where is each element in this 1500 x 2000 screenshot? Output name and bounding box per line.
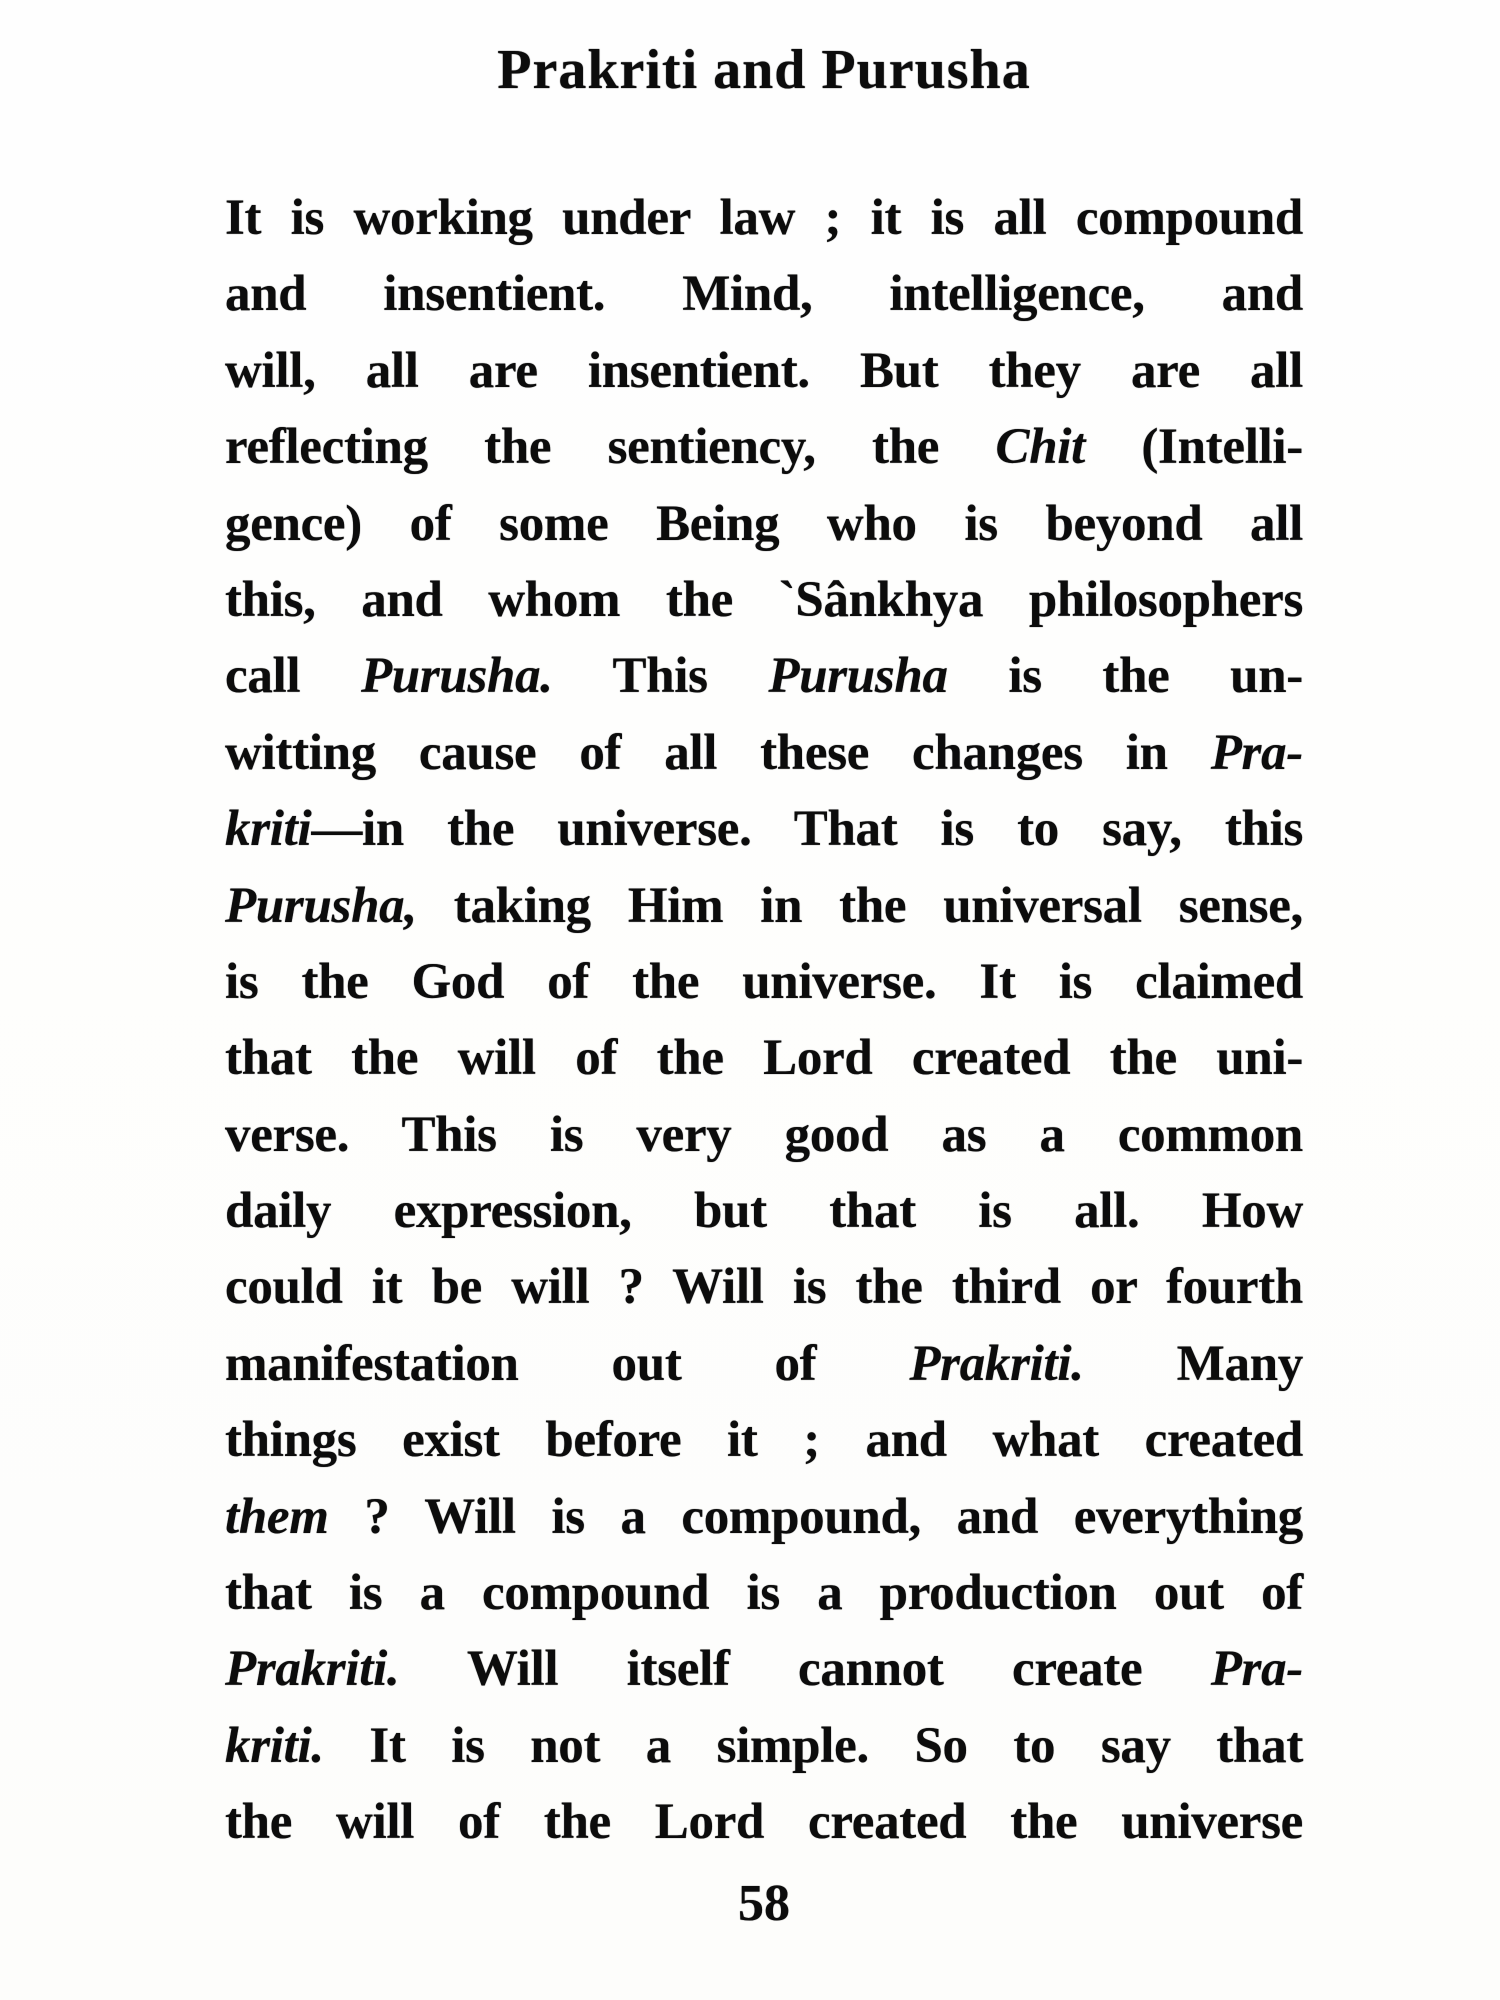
text-line bbox=[225, 486, 1303, 562]
text-segment: this, and whom the `Sânkhya philosophers bbox=[225, 571, 1303, 628]
text-segment: verse. This is very good as a common bbox=[225, 1106, 1303, 1163]
text-line bbox=[225, 1784, 1303, 1860]
italic-term: Prakriti. bbox=[909, 1335, 1084, 1392]
text-line bbox=[225, 791, 1303, 867]
text-segment: It is not a simple. So to say that bbox=[323, 1717, 1303, 1774]
text-segment: is the un- bbox=[947, 648, 1303, 705]
italic-term: kriti. bbox=[225, 1717, 324, 1774]
text-line bbox=[225, 333, 1303, 409]
text-segment: daily expression, but that is all. How bbox=[225, 1183, 1303, 1240]
text-line bbox=[225, 638, 1303, 714]
text-segment: that is a compound is a production out of bbox=[225, 1565, 1303, 1622]
text-segment: (Intelli- bbox=[1085, 419, 1303, 476]
text-line bbox=[225, 1402, 1303, 1478]
text-segment: —in the universe. That is to say, this bbox=[311, 801, 1303, 858]
text-line bbox=[225, 409, 1303, 485]
text-line bbox=[225, 1097, 1303, 1173]
text-line bbox=[225, 1708, 1303, 1784]
italic-term: Purusha bbox=[768, 648, 948, 705]
text-line bbox=[225, 1631, 1303, 1707]
text-line bbox=[225, 256, 1303, 332]
text-line bbox=[225, 562, 1303, 638]
text-line bbox=[225, 1326, 1303, 1402]
page-body bbox=[225, 180, 1303, 1861]
text-segment: witting cause of all these changes in bbox=[225, 724, 1211, 781]
text-line bbox=[225, 1173, 1303, 1249]
italic-term: them bbox=[225, 1488, 329, 1545]
text-line bbox=[225, 1020, 1303, 1096]
text-segment: manifestation out of bbox=[225, 1335, 910, 1392]
text-line bbox=[225, 180, 1303, 256]
text-segment: is the God of the universe. It is claimed bbox=[225, 953, 1303, 1010]
italic-term: Pra- bbox=[1210, 724, 1303, 781]
text-segment: This bbox=[552, 648, 769, 705]
text-segment: Will itself cannot create bbox=[399, 1641, 1211, 1698]
text-line bbox=[225, 715, 1303, 791]
text-line bbox=[225, 944, 1303, 1020]
text-line bbox=[225, 1555, 1303, 1631]
text-segment: ? Will is a compound, and everything bbox=[328, 1488, 1303, 1545]
text-segment: the will of the Lord created the universe bbox=[225, 1794, 1303, 1851]
page-title: Prakriti and Purusha bbox=[497, 39, 1031, 101]
text-segment: reflecting the sentiency, the bbox=[225, 419, 996, 476]
italic-term: Prakriti. bbox=[225, 1641, 400, 1698]
text-segment: will, all are insentient. But they are all bbox=[225, 342, 1303, 399]
italic-term: kriti bbox=[225, 801, 312, 858]
text-segment: gence) of some Being who is beyond all bbox=[225, 495, 1303, 552]
text-segment: and insentient. Mind, intelligence, and bbox=[225, 266, 1303, 323]
text-segment: Many bbox=[1083, 1335, 1303, 1392]
page-number: 58 bbox=[738, 1875, 790, 1932]
text-line bbox=[225, 1479, 1303, 1555]
text-segment: things exist before it ; and what created bbox=[225, 1412, 1303, 1469]
italic-term: Pra- bbox=[1210, 1641, 1303, 1698]
text-segment: taking Him in the universal sense, bbox=[416, 877, 1303, 934]
text-segment: call bbox=[225, 648, 361, 705]
text-segment: It is working under law ; it is all compound bbox=[225, 190, 1303, 246]
text-segment: could it be will ? Will is the third or fourth bbox=[225, 1259, 1303, 1316]
text-segment: that the will of the Lord created the uni- bbox=[225, 1030, 1303, 1087]
italic-term: Purusha. bbox=[360, 648, 553, 705]
text-line bbox=[225, 868, 1303, 944]
text-line bbox=[225, 1249, 1303, 1325]
italic-term: Purusha, bbox=[225, 877, 417, 934]
italic-term: Chit bbox=[995, 419, 1086, 476]
